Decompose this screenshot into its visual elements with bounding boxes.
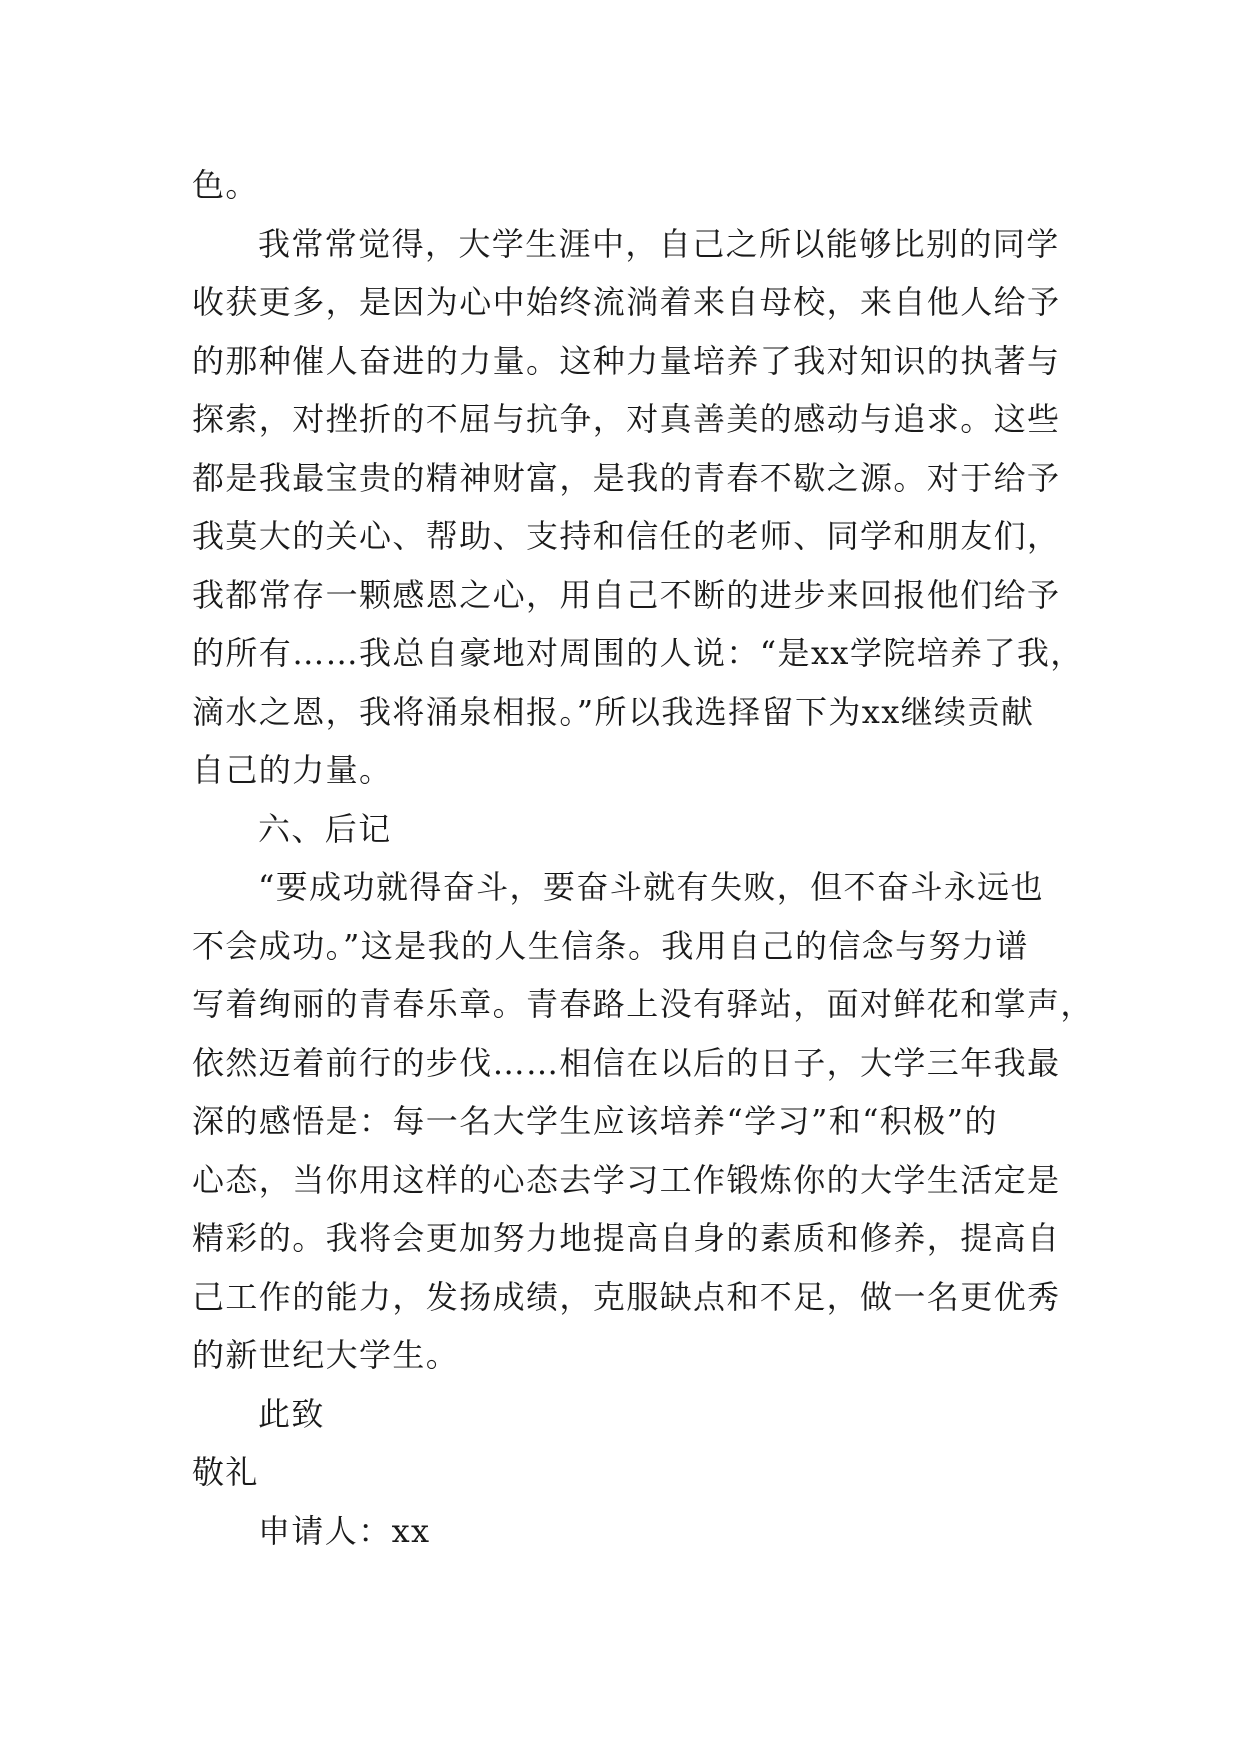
text-line: 心态，当你用这样的心态去学习工作锻炼你的大学生活定是 [192, 1160, 1061, 1199]
text-line: “要成功就得奋斗，要奋斗就有失败，但不奋斗永远也 [258, 868, 1044, 906]
text-line: 都是我最宝贵的精神财富，是我的青春不歇之源。对于给予 [192, 458, 1061, 497]
section-heading: 六、后记 [258, 809, 392, 848]
text-line: 色。 [192, 166, 259, 204]
closing-salutation: 此致 [258, 1394, 325, 1433]
text-line: 滴水之恩，我将涌泉相报。”所以我选择留下为xx继续贡献 [192, 692, 1035, 731]
text-line: 的所有……我总自豪地对周围的人说：“是xx学院培养了我， [192, 634, 1084, 672]
text-line: 收获更多，是因为心中始终流淌着来自母校，来自他人给予 [192, 283, 1061, 321]
document-body [192, 156, 1094, 1560]
text-line: 探索，对挫折的不屈与抗争，对真善美的感动与追求。这些 [192, 400, 1061, 438]
text-line: 精彩的。我将会更加努力地提高自身的素质和修养，提高自 [192, 1219, 1061, 1257]
text-line: 的新世纪大学生。 [192, 1336, 460, 1374]
text-line: 己工作的能力，发扬成绩，克服缺点和不足，做一名更优秀 [192, 1277, 1061, 1316]
text-line: 自己的力量。 [192, 751, 393, 789]
text-line: 依然迈着前行的步伐……相信在以后的日子，大学三年我最 [192, 1043, 1061, 1082]
text-line: 不会成功。”这是我的人生信条。我用自己的信念与努力谱 [192, 926, 1029, 965]
text-line: 的那种催人奋进的力量。这种力量培养了我对知识的执著与 [192, 341, 1061, 380]
applicant-signature: 申请人：xx [258, 1511, 431, 1550]
text-line: 写着绚丽的青春乐章。青春路上没有驿站，面对鲜花和掌声， [192, 985, 1094, 1023]
closing-regards: 敬礼 [192, 1453, 259, 1491]
text-line: 深的感悟是：每一名大学生应该培养“学习”和“积极”的 [192, 1102, 998, 1140]
text-line: 我莫大的关心、帮助、支持和信任的老师、同学和朋友们， [192, 517, 1061, 555]
text-line: 我都常存一颗感恩之心，用自己不断的进步来回报他们给予 [192, 575, 1061, 614]
text-line: 我常常觉得，大学生涯中，自己之所以能够比别的同学 [258, 224, 1060, 263]
